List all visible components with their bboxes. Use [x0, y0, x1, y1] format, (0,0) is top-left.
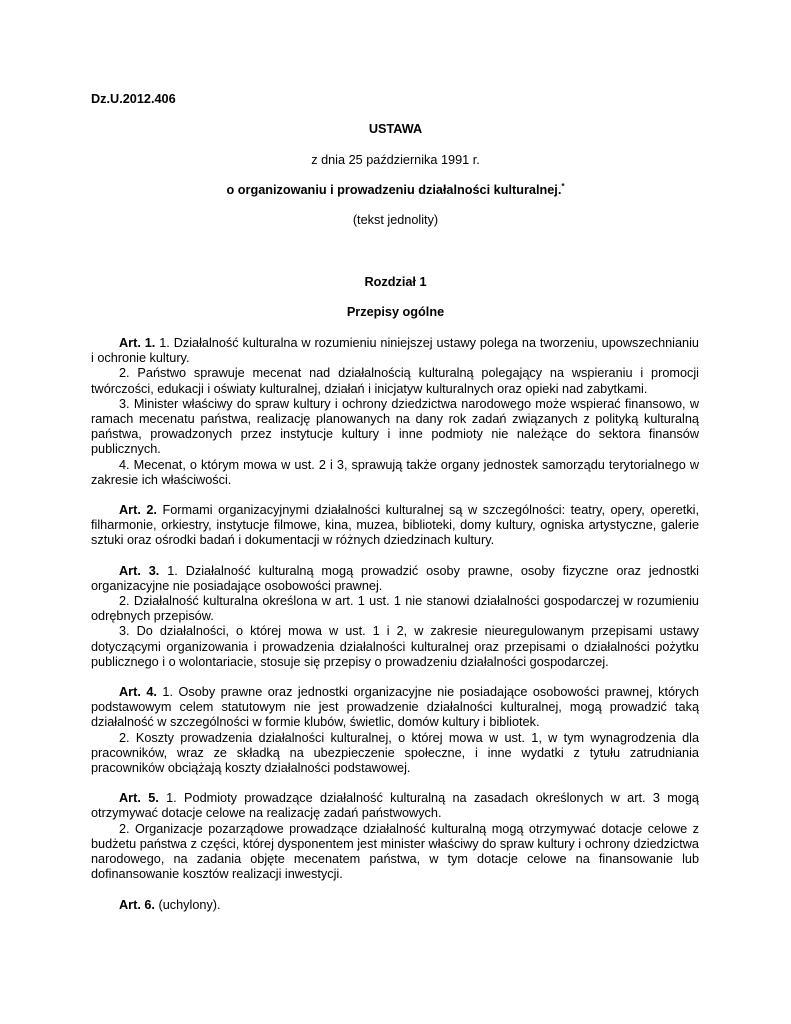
- article-text: 2. Działalność kulturalna określona w art. 1 ust. 1 nie stanowi działalności gospodarczej w rozumieniu odrębnych przepisów.: [91, 594, 699, 624]
- article-2: [91, 503, 699, 549]
- footnote-mark: *: [561, 181, 565, 191]
- article-paragraph: [91, 336, 699, 366]
- article-paragraph: [91, 397, 699, 458]
- article-label: Art. 4.: [119, 685, 157, 700]
- article-paragraph: [91, 791, 699, 821]
- chapter-number: Rozdział 1: [364, 275, 427, 289]
- article-3: [91, 564, 699, 670]
- article-text: 4. Mecenat, o którym mowa w ust. 2 i 3, sprawują także organy jednostek samorządu terytorialnego w zakresie ich właściwości.: [91, 457, 699, 487]
- article-text: Formami organizacyjnymi działalności kulturalnej są w szczególności: teatry, opery, operetki, filharmonie, orkiestry, instytucje filmowe, kina, muzea, biblioteki, domy kultury, ogniska artystyczne, galerie sztuki oraz ośrodki badań i dokumentacji w różnych dziedzinach kultury.: [91, 503, 700, 548]
- article-text: 2. Koszty prowadzenia działalności kulturalnej, o której mowa w ust. 1, w tym wynagrodzenia dla pracowników, wraz ze składką na ubezpieczenie społeczne, i inne wydatki z tytułu zatrudniania pracowników obciążają koszty działalności podstawowej.: [91, 730, 699, 776]
- article-paragraph: [91, 624, 699, 670]
- article-6: [91, 898, 699, 913]
- article-gap: [91, 883, 699, 898]
- article-paragraph: [91, 366, 699, 396]
- article-text: 1. Osoby prawne oraz jednostki organizacyjne nie posiadające osobowości prawnej, których podstawowym celem statutowym nie jest prowadzenie działalności kulturalnej, mogą prowadzić taką działalność w szczególności w formie klubów, świetlic, domów kultury i bibliotek.: [91, 685, 699, 730]
- document-title-text: o organizowaniu i prowadzeniu działalności kulturalnej.: [226, 183, 562, 197]
- article-gap: [91, 670, 699, 685]
- article-label: Art. 2.: [119, 503, 157, 518]
- article-text: 1. Działalność kulturalna w rozumieniu niniejszej ustawy polega na tworzeniu, upowszechnianiu i ochronie kultury.: [91, 336, 699, 366]
- article-paragraph: [91, 458, 699, 488]
- article-paragraph: [91, 564, 699, 594]
- article-5: [91, 791, 699, 882]
- chapter-name: Przepisy ogólne: [346, 305, 445, 319]
- document-subtitle: (tekst jednolity): [352, 213, 439, 227]
- article-paragraph: [91, 731, 699, 777]
- article-4: [91, 685, 699, 776]
- article-text: 3. Minister właściwy do spraw kultury i ochrony dziedzictwa narodowego może wspierać finansowo, w ramach mecenatu państwa, realizację planowanych na dany rok zadań związanych z polityką kulturalną państwa, prowadzonych przez instytucje kultury i inne podmioty nie należące do sektora finansów publicznych.: [91, 396, 699, 457]
- article-text: 1. Działalność kulturalną mogą prowadzić osoby prawne, osoby fizyczne oraz jednostki organizacyjne nie posiadające osobowości prawnej.: [91, 563, 699, 593]
- article-text: 2. Państwo sprawuje mecenat nad działalnością kulturalną polegający na wspieraniu i promocji twórczości, edukacji i oświaty kulturalnej, działań i inicjatyw kulturalnych oraz opieki nad zabytkami.: [91, 366, 699, 396]
- article-label: Art. 6.: [119, 897, 155, 912]
- article-paragraph: [91, 822, 699, 883]
- article-text: 1. Podmioty prowadzące działalność kulturalną na zasadach określonych w art. 3 mogą otrzymywać dotacje celowe na realizację zadań państwowych.: [91, 791, 699, 821]
- document-date: z dnia 25 października 1991 r.: [311, 153, 480, 167]
- article-text: 2. Organizacje pozarządowe prowadzące działalność kulturalną mogą otrzymywać dotacje celowe z budżetu państwa z części, której dysponentem jest minister właściwy do spraw kultury i ochrony dziedzictwa narodowego, na zadania objęte mecenatem państwa, w tym dotacje celowe na finansowanie lub dofinansowanie kosztów realizacji inwestycji.: [91, 821, 699, 882]
- article-label: Art. 1.: [119, 336, 156, 350]
- article-label: Art. 3.: [119, 563, 160, 578]
- document-type: USTAWA: [368, 122, 423, 136]
- article-paragraph: [91, 685, 699, 731]
- article-1: [91, 336, 699, 488]
- article-text: 3. Do działalności, o której mowa w ust. 1 i 2, w zakresie nieuregulowanym przepisami ustawy dotyczącymi organizowania i prowadzenia działalności kulturalnej oraz przepisami o działalności pożytku publicznego i o wolontariacie, stosuje się przepisy o prowadzeniu działalności gospodarczej.: [91, 624, 699, 669]
- article-gap: [91, 488, 699, 503]
- article-paragraph: [91, 898, 699, 913]
- journal-reference: Dz.U.2012.406: [91, 92, 176, 106]
- article-paragraph: [91, 594, 699, 624]
- article-paragraph: [91, 503, 699, 549]
- article-gap: [91, 776, 699, 791]
- articles-body: [91, 336, 699, 913]
- article-text: (uchylony).: [158, 897, 221, 912]
- article-gap: [91, 549, 699, 564]
- document-title: [91, 183, 700, 198]
- article-label: Art. 5.: [119, 791, 159, 806]
